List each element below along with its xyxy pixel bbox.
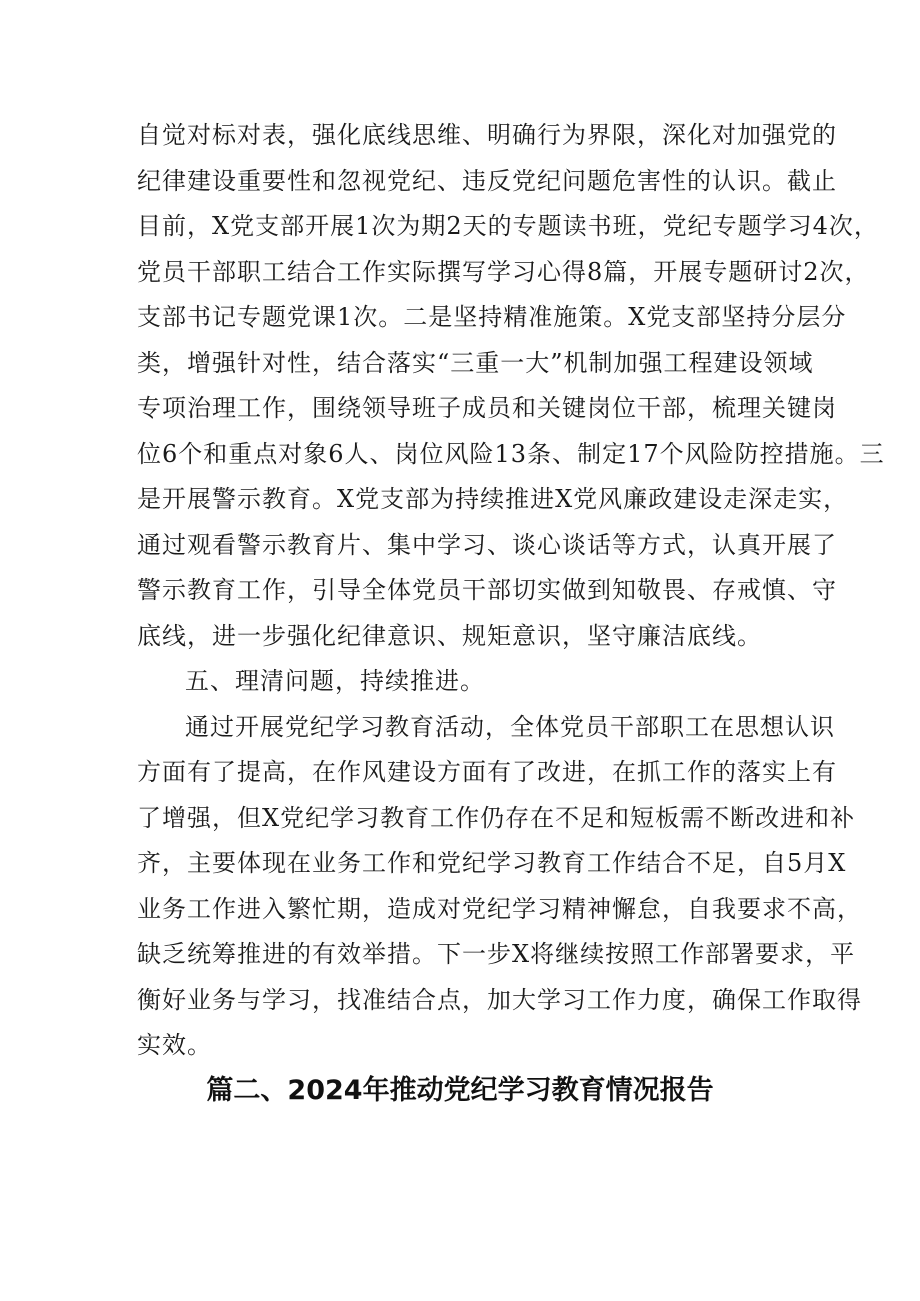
- text-line: 通过观看警示教育片、集中学习、谈心谈话等方式，认真开展了: [137, 530, 837, 559]
- text-line: 类，增强针对性，结合落实“三重一大”机制加强工程建设领域: [137, 348, 814, 377]
- text-line: 底线，进一步强化纪律意识、规矩意识，坚守廉洁底线。: [137, 621, 762, 650]
- text-line: 位6个和重点对象6人、岗位风险13条、制定17个风险防控措施。三: [137, 439, 885, 468]
- text-line: 纪律建设重要性和忽视党纪、违反党纪问题危害性的认识。截止: [137, 166, 837, 195]
- text-line: 党员干部职工结合工作实际撰写学习心得8篇，开展专题研讨2次，: [137, 257, 870, 286]
- text-line: 缺乏统筹推进的有效举措。下一步X将继续按照工作部署要求，平: [137, 940, 856, 968]
- text-line: 齐，主要体现在业务工作和党纪学习教育工作结合不足，自5月X: [137, 849, 847, 877]
- paragraph-first-line: 通过开展党纪学习教育活动，全体党员干部职工在思想认识: [185, 712, 835, 741]
- text-line: 业务工作进入繁忙期，造成对党纪学习精神懈怠，自我要求不高，: [137, 894, 862, 923]
- text-line: 实效。: [137, 1031, 212, 1059]
- body-text: [137, 113, 885, 1069]
- text-line: 支部书记专题党课1次。二是坚持精准施策。X党支部坚持分层分: [137, 303, 847, 331]
- text-line: 目前，X党支部开展1次为期2天的专题读书班，党纪专题学习4次，: [137, 212, 879, 240]
- section-title: 篇二、2024年推动党纪学习教育情况报告: [206, 1075, 714, 1106]
- text-line: 了增强，但X党纪学习教育工作仍存在不足和短板需不断改进和补: [137, 803, 856, 832]
- text-line: 警示教育工作，引导全体党员干部切实做到知敬畏、存戒慎、守: [137, 576, 837, 604]
- text-line: 方面有了提高，在作风建设方面有了改进，在抓工作的落实上有: [137, 758, 837, 786]
- text-line: 自觉对标对表，强化底线思维、明确行为界限，深化对加强党的: [137, 121, 837, 149]
- text-line: 是开展警示教育。X党支部为持续推进X党风廉政建设走深走实，: [137, 485, 849, 513]
- text-line: 衡好业务与学习，找准结合点，加大学习工作力度，确保工作取得: [137, 985, 862, 1014]
- text-line: 专项治理工作，围绕领导班子成员和关键岗位干部，梳理关键岗: [137, 394, 837, 422]
- section-heading: 五、理清问题，持续推进。: [185, 667, 485, 695]
